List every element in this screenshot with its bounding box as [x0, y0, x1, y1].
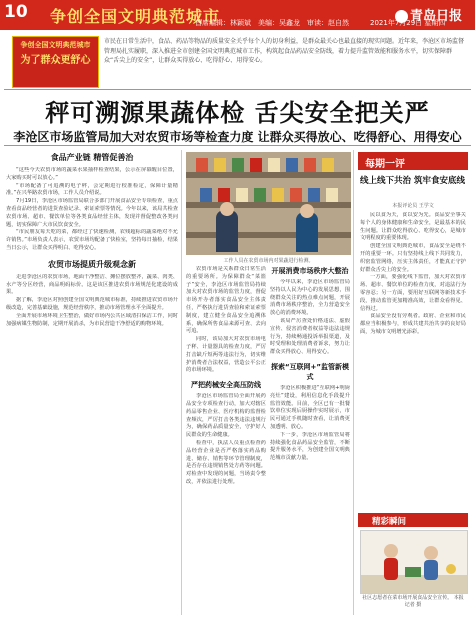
article-paragraph: 7月19日，李沧区市场监管局联合多部门开展食品安全专项检查，重点查看食品经营者的进货查验记录、索证索票等情况。今年以来，该局共检查农贸市场、超市、餐饮单位等各类食品经营主体，发现并督促整改各类问题，切实保障广大市民饮食安全。: [6, 198, 178, 228]
article-paragraph: 农贸市场是关系群众日常生活的重要场所。为保障群众“菜篮子”安全，李沧区市场监管局持续加大对农贸市场的监管力度，督促市场开办者落实食品安全主体责任，严格执行进货查验和索证索票制度，建立健全食品安全追溯体系，确保所售食品来源可查、去向可追。: [186, 266, 266, 335]
article-paragraph: “市场配备了可追溯的电子秤，会定期进行校准检定，保障计量精准。”在兴华路农贸市场，工作人员介绍说。: [6, 182, 178, 197]
campaign-badge-main: 为了群众更舒心: [20, 55, 91, 66]
article-paragraph: 该局严厉查处价格违法、虚假宣传、侵害消费者权益等违法违规行为，持续畅通投诉举报渠道，及时受理和处理消费者诉求，努力让群众买得放心、用得安心。: [270, 317, 350, 356]
section-heading: 开展消费市场秩序大整治: [271, 267, 349, 275]
photo-caption: 工作人员在农贸市场内对果蔬进行检测。: [223, 258, 314, 264]
market-photo: [186, 152, 351, 255]
divider: [4, 89, 471, 90]
article-paragraph: 检查中，执法人员重点检查药品经营企业是否严格落实药品购进、储存、销售等环节管理制度，是否存在违规销售处方药等问题。对检查中发现的问题，当场责令整改，并依法进行处理。: [186, 439, 266, 485]
section-heading: 农贸市场提质升级观念新: [48, 259, 136, 269]
article-paragraph: 全面开展市场环境卫生整治，做好市场内公共区域清扫保洁工作，同时加强病媒生物防制，定期开展消杀，为市民营造干净舒适的购物环境。: [6, 312, 178, 327]
section-heading: 严把药械安全高压防线: [191, 381, 261, 390]
article-paragraph: 今年以来，李沧区市场监管局坚持以人民为中心的发展思想，围绕群众关注的热点难点问题，开展消费市场秩序整治，全力营造安全放心的消费环境。: [270, 279, 350, 317]
section-heading: 食品产业链 精管促善治: [50, 153, 134, 162]
commentary-label: 每期一评: [365, 159, 405, 170]
intro-paragraph: 市民在日常生活中，食品、药品等物品的质量安全关乎每个人的切身利益，是群众最关心也最直接的现实问题。近年来，李沧区市场监督管理局扎实履职，深入推进全市创建全国文明典范城市工作，构筑起食品药品安全防线，着力提升监管效能和服务水平，切实保障群众“舌尖上的安全”，让群众买得放心、吃得舒心、用得安心。: [104, 38, 465, 64]
editorial-paragraph: 一方面，要强化线下监管，加大对农贸市场、超市、餐饮单位的检查力度，对违法行为零容忍；另一方面，要用好互联网等新技术手段，推动监管更加精准高效，让群众看得见、信得过。: [360, 274, 466, 312]
divider: [4, 145, 471, 146]
page-number: 10: [4, 2, 28, 22]
article-paragraph: 下一步，李沧区市场监管局将持续强化食品药品安全监管，不断提升服务水平，为创建全国文明典范城市贡献力量。: [270, 431, 350, 462]
editorial-byline: 本报评论员 王学文: [392, 203, 434, 209]
editorial-paragraph: 创建全国文明典范城市，食品安全是绕不开的重要一环。只有坚持线上线下共同发力，织密监管网络，压实主体责任，才能真正守护好群众舌尖上的安全。: [360, 243, 466, 273]
editor-info: 首席编辑：林颖斌 美编：吴鑫龙 审读：赵自然 2021年7月29日 星期四: [195, 19, 446, 27]
article-paragraph: 李沧区积极推进“互联网+明厨亮灶”建设，利用信息化手段提升监管效能。目前，全区已有一批餐饮单位实现后厨操作实时展示，市民可通过手机随时查看，让消费更加透明、放心。: [270, 384, 350, 430]
article-paragraph: 走进李沧区的农贸市场，地面干净整洁、摊位摆放整齐，蔬菜、肉类、水产等分区经营，商品明码标价。这是该区推进农贸市场规范化建设的成果。: [6, 273, 178, 296]
illustration-graphic: [361, 531, 467, 593]
illustration-caption: 社区志愿者在菜市场开展食品安全宣传。 本报记者 摄: [362, 595, 464, 608]
article-paragraph: “这些今天农贸市场的蔬菜水果抽样检查结果，公示在屏幕醒目位置，大家购买时可以放心。”: [6, 167, 178, 181]
article-column-2: [186, 266, 266, 487]
article-paragraph: 同时，该局加大对农贸市场电子秤、计量器具的检查力度，严厉打击缺斤短两等违法行为，切实维护消费者合法权益，营造公平公正的市场环境。: [186, 336, 266, 374]
image-section-label: 精彩瞬间: [372, 517, 407, 527]
illustration-image: [360, 530, 468, 594]
campaign-badge-top: 争创全国文明典范城市: [20, 41, 91, 49]
editorial-paragraph: 民以食为天，食以安为先。食品安全事关每个人的身体健康和生命安全，是最基本的民生问题。让群众吃得放心、吃得安心，是城市文明程度的重要体现。: [360, 212, 466, 242]
main-headline: 秤可溯源果蔬体检 舌尖安全把关严: [45, 99, 430, 127]
column-separator: [353, 150, 354, 615]
page-title: 争创全国文明典范城市: [50, 7, 221, 26]
article-paragraph: “市民朋友每天吃的菜，都经过了快速检测，农残超标的蔬菜绝对不允许销售。”市场负责人表示，农贸市场均配备了快检室，坚持每日抽检，结果当日公示，让群众买得明白、吃得安心。: [6, 229, 178, 251]
column-separator: [181, 150, 182, 615]
campaign-badge: [12, 36, 99, 88]
newspaper-logo: 青岛日报: [395, 5, 462, 24]
editorial-title: 线上线下共治 筑牢食安底线: [360, 176, 465, 186]
section-heading: 探索“互联网+”监管新模式: [270, 362, 350, 381]
article-column-1: [6, 152, 178, 328]
sub-headline: 李沧区市场监管局加大对农贸市场等检查力度 让群众买得放心、吃得舒心、用得安心: [13, 130, 462, 144]
article-column-3: [270, 266, 350, 463]
article-paragraph: 据了解，李沧区对照创建全国文明典范城市标准，持续推进农贸市场升级改造，完善基础设施，规范经营秩序，推动市场管理水平全面提升。: [6, 297, 178, 311]
editorial-paragraph: 食品安全没有旁观者。政府、企业和市民都应当积极参与，形成共建共治共享的良好局面，为城市文明增光添彩。: [360, 313, 466, 335]
article-paragraph: 李沧区市场监管局全面开展药品安全专项检查行动，加大对辖区药品零售企业、医疗机构的监督检查频次，严厉打击各类违法违规行为，确保药品质量安全，守护好人民群众的生命健康。: [186, 393, 266, 439]
editorial-body: [360, 212, 466, 512]
